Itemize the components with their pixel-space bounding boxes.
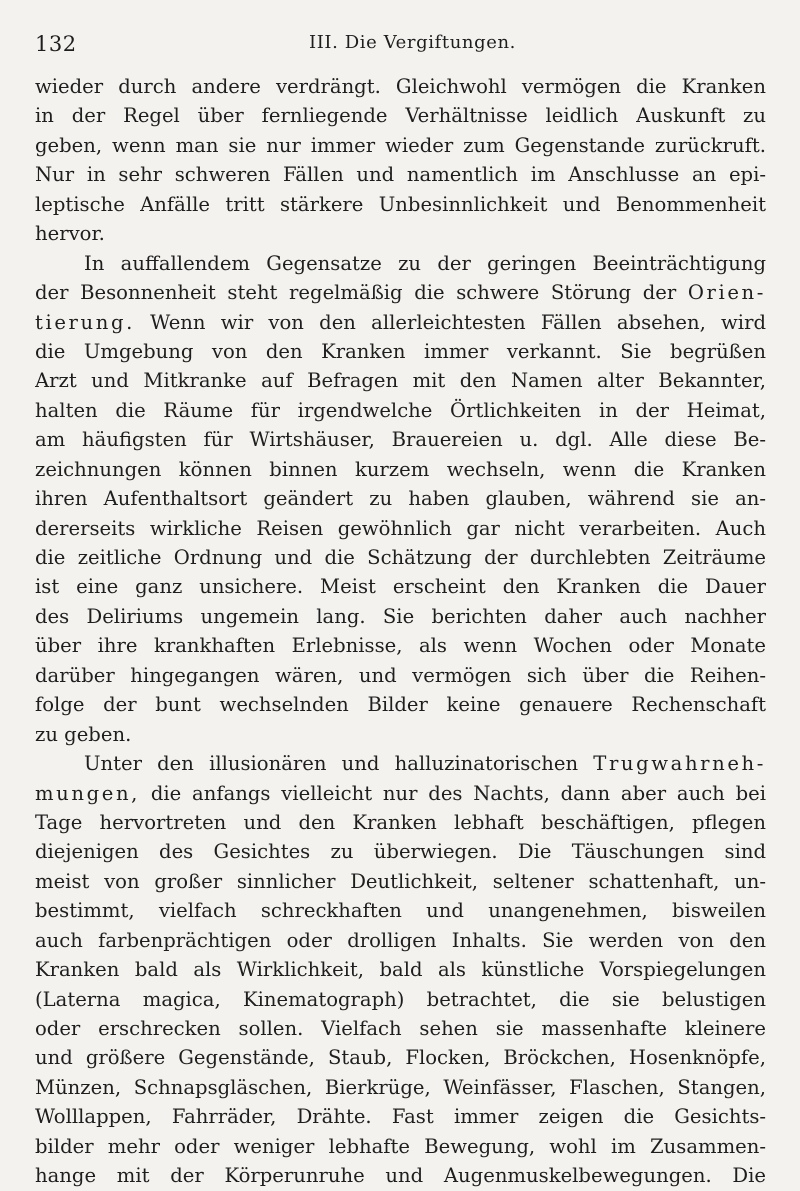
text-line: darüber hingegangen wären, und vermögen sich über die Reihen- bbox=[35, 663, 766, 687]
line-text: der Besonnenheit steht regelmäßig die schwere Störung der bbox=[35, 281, 688, 305]
spaced-term: mungen, bbox=[35, 781, 141, 805]
text-line: am häufigsten für Wirtshäuser, Brauereien u. dgl. Alle diese Be- bbox=[35, 428, 766, 452]
running-head bbox=[35, 30, 766, 60]
spaced-term: Orien- bbox=[687, 281, 766, 305]
line-text: Wenn wir von den allerleichtesten Fällen absehen, wird bbox=[134, 310, 766, 334]
body-text bbox=[35, 72, 766, 1191]
text-line: leptische Anfälle tritt stärkere Unbesinnlichkeit und Benommenheit bbox=[35, 192, 766, 216]
text-line bbox=[35, 779, 766, 808]
text-line bbox=[35, 278, 766, 307]
text-line bbox=[35, 749, 766, 778]
text-line: Münzen, Schnapsgläschen, Bierkrüge, Weinfässer, Flaschen, Stangen, bbox=[35, 1075, 766, 1099]
spaced-term: tierung. bbox=[35, 310, 135, 334]
paragraph-1 bbox=[35, 72, 766, 249]
text-line: oder erschrecken sollen. Vielfach sehen sie massenhafte kleinere bbox=[35, 1017, 766, 1040]
chapter-title: III. Die Vergiftungen. bbox=[309, 32, 516, 53]
text-line: zu geben. bbox=[35, 722, 132, 746]
text-line: Wolllappen, Fahrräder, Drähte. Fast immer zeigen die Gesichts- bbox=[35, 1105, 766, 1129]
text-line: hange mit der Körperunruhe und Augenmuskelbewegungen. Die bbox=[35, 1164, 766, 1188]
text-line: (Laterna magica, Kinematograph) betrachtet, die sie belustigen bbox=[35, 987, 766, 1011]
text-line: bilder mehr oder weniger lebhafte Bewegung, wohl im Zusammen- bbox=[35, 1134, 766, 1158]
text-line: dererseits wirkliche Reisen gewöhnlich gar nicht verarbeiten. Auch bbox=[35, 516, 766, 540]
spaced-term: Trugwahrneh- bbox=[593, 752, 766, 776]
text-line: Tage hervortreten und den Kranken lebhaft beschäftigen, pflegen bbox=[35, 810, 766, 834]
text-line: hervor. bbox=[35, 222, 105, 246]
text-line: wieder durch andere verdrängt. Gleichwohl vermögen die Kranken bbox=[35, 75, 766, 98]
text-line: ihren Aufenthaltsort geändert zu haben glauben, während sie an- bbox=[35, 487, 766, 511]
text-line: in der Regel über fernliegende Verhältnisse leidlich Auskunft zu bbox=[35, 104, 766, 128]
text-line: diejenigen des Gesichtes zu überwiegen. Die Täuschungen sind bbox=[35, 840, 766, 864]
text-line: die zeitliche Ordnung und die Schätzung der durchlebten Zeiträume bbox=[35, 546, 766, 569]
text-line: halten die Räume für irgendwelche Örtlichkeiten in der Heimat, bbox=[35, 398, 766, 422]
text-line: geben, wenn man sie nur immer wieder zum Gegenstande zurückruft. bbox=[35, 133, 766, 157]
text-line: auch farbenprächtigen oder drolligen Inhalts. Sie werden von den bbox=[35, 928, 766, 952]
text-line: folge der bunt wechselnden Bilder keine genauere Rechenschaft bbox=[35, 693, 766, 717]
text-line: die Umgebung von den Kranken immer verkannt. Sie begrüßen bbox=[35, 339, 766, 363]
text-line: In auffallendem Gegensatze zu der geringen Beeinträchtigung bbox=[84, 251, 766, 275]
line-text: Unter den illusionären und halluzinatorischen bbox=[84, 752, 594, 776]
text-line: über ihre krankhaften Erlebnisse, als wenn Wochen oder Monate bbox=[35, 634, 766, 658]
text-line: bestimmt, vielfach schreckhaften und unangenehmen, bisweilen bbox=[35, 899, 766, 923]
text-line: ist eine ganz unsichere. Meist erscheint den Kranken die Dauer bbox=[35, 575, 766, 599]
text-line: und größere Gegenstände, Staub, Flocken, Bröckchen, Hosenknöpfe, bbox=[35, 1046, 766, 1070]
page-number: 132 bbox=[35, 32, 77, 56]
paragraph-2 bbox=[35, 249, 766, 749]
text-line: des Deliriums ungemein lang. Sie berichten daher auch nachher bbox=[35, 604, 766, 628]
paragraph-3 bbox=[35, 749, 766, 1191]
text-line: Nur in sehr schweren Fällen und namentlich im Anschlusse an epi- bbox=[35, 163, 766, 187]
text-line: meist von großer sinnlicher Deutlichkeit, seltener schattenhaft, un- bbox=[35, 869, 766, 893]
text-line: zeichnungen können binnen kurzem wechseln, wenn die Kranken bbox=[35, 457, 766, 481]
text-line bbox=[35, 308, 766, 337]
text-line: Kranken bald als Wirklichkeit, bald als künstliche Vorspiegelungen bbox=[35, 958, 766, 982]
text-line: Arzt und Mitkranke auf Befragen mit den Namen alter Bekannter, bbox=[35, 369, 766, 393]
line-text: die anfangs vielleicht nur des Nachts, dann aber auch bei bbox=[140, 781, 766, 805]
